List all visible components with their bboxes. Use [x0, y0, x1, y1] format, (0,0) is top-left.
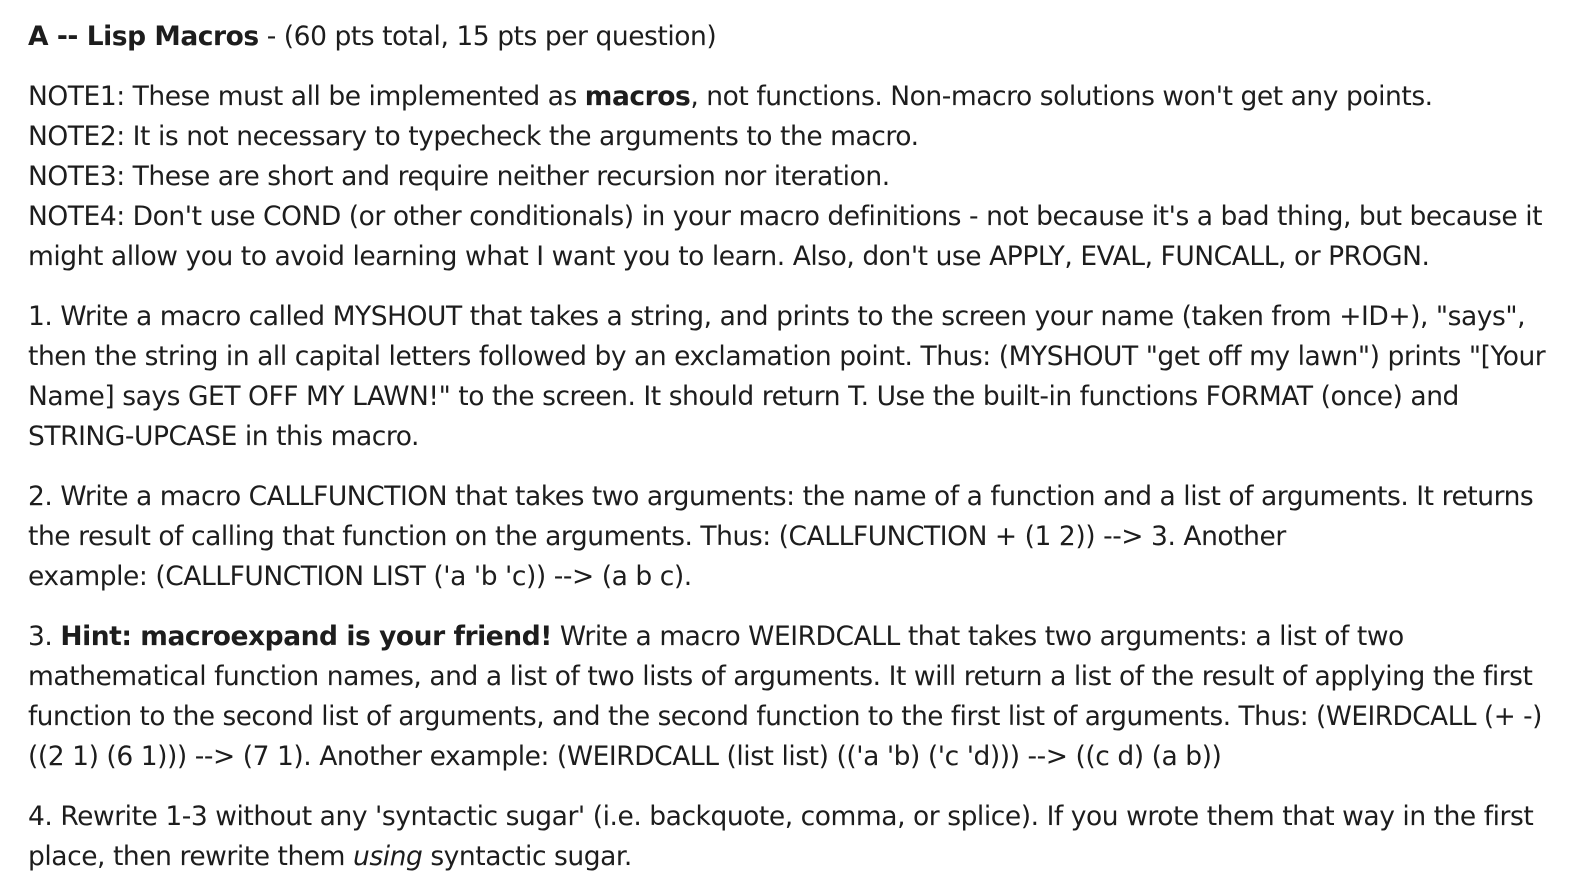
note-1-emphasis: macros [584, 81, 691, 112]
question-4-line-2 [28, 837, 1552, 877]
question-4-line-2-text-end: syntactic sugar. [422, 841, 632, 872]
note-4-line-2: might allow you to avoid learning what I want you to learn. Also, don't use APPLY, EVAL, FUNCALL, or PROGN. [28, 241, 1430, 272]
question-1-line-3: Name] says GET OFF MY LAWN!" to the screen. It should return T. Use the built-in functions FORMAT (once) and [28, 381, 1459, 412]
notes-block [28, 77, 1552, 277]
note-1-text: NOTE1: These must all be implemented as [28, 81, 585, 112]
question-1-line-2: then the string in all capital letters followed by an exclamation point. Thus: (MYSHOUT "get off my lawn") prints "[Your [28, 341, 1546, 372]
question-1-line-4: STRING-UPCASE in this macro. [28, 421, 420, 452]
question-3 [28, 617, 1552, 777]
section-points: - (60 pts total, 15 pts per question) [258, 21, 717, 52]
section-heading [28, 17, 1552, 57]
question-3-line-2: mathematical function names, and a list of two lists of arguments. It will return a list of the result of applying the first [28, 661, 1533, 692]
note-4-line-1: NOTE4: Don't use COND (or other conditionals) in your macro definitions - not because it's a bad thing, but because it [28, 201, 1543, 232]
note-2: NOTE2: It is not necessary to typecheck the arguments to the macro. [28, 121, 919, 152]
question-3-line-3: function to the second list of arguments, and the second function to the first list of arguments. Thus: (WEIRDCALL (+ -) [28, 702, 1542, 732]
note-1-text-end: , not functions. Non-macro solutions won't get any points. [690, 81, 1433, 112]
question-4-line-1: 4. Rewrite 1-3 without any 'syntactic sugar' (i.e. backquote, comma, or splice). If you wrote them that way in the first [28, 801, 1534, 832]
question-3-number: 3. [28, 621, 61, 652]
question-3-line-1 [28, 617, 1552, 657]
question-1 [28, 297, 1552, 457]
question-4-line-2-text: place, then rewrite them [28, 841, 353, 872]
question-4 [28, 797, 1552, 877]
question-3-line-1-text: Write a macro WEIRDCALL that takes two arguments: a list of two [551, 621, 1404, 652]
section-title: A -- Lisp Macros [28, 21, 259, 52]
note-1 [28, 77, 1552, 117]
question-3-hint: Hint: macroexpand is your friend! [60, 621, 552, 652]
question-2-line-1: 2. Write a macro CALLFUNCTION that takes two arguments: the name of a function and a list of arguments. It returns [28, 481, 1534, 512]
note-3: NOTE3: These are short and require neither recursion nor iteration. [28, 161, 890, 192]
question-2 [28, 477, 1552, 597]
question-4-emphasis: using [353, 841, 423, 872]
question-2-line-3: example: (CALLFUNCTION LIST ('a 'b 'c)) --> (a b c). [28, 561, 692, 592]
question-2-line-2: the result of calling that function on the arguments. Thus: (CALLFUNCTION + (1 2)) --> 3. Another [28, 521, 1286, 552]
question-3-line-4: ((2 1) (6 1))) --> (7 1). Another example: (WEIRDCALL (list list) (('a 'b) ('c 'd))) --> ((c d) (a b)) [28, 741, 1222, 772]
question-1-line-1: 1. Write a macro called MYSHOUT that takes a string, and prints to the screen your name (taken from +ID+), "says", [28, 301, 1526, 332]
